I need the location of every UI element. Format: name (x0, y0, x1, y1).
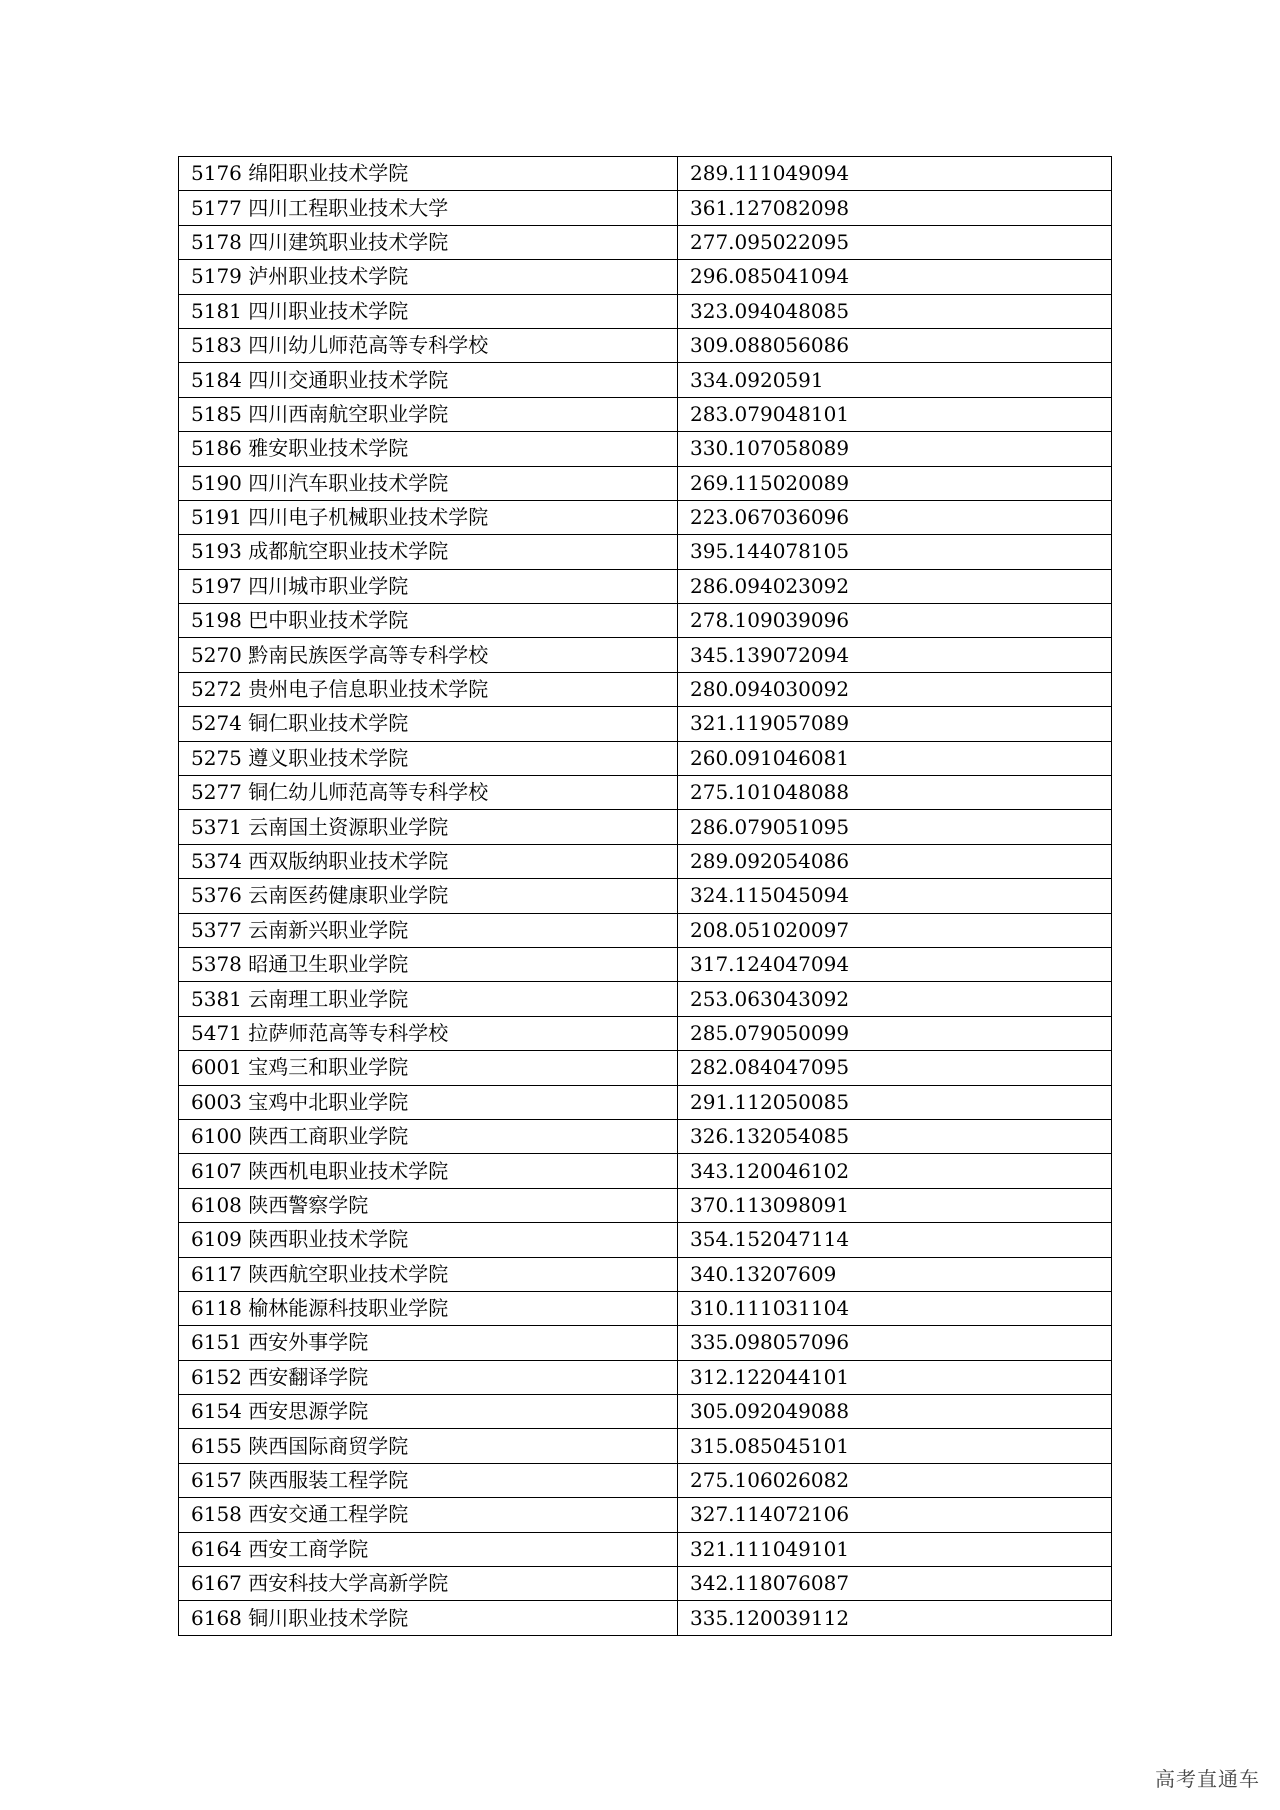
school-cell: 6157 陕西服装工程学院 (179, 1463, 678, 1497)
school-cell: 6109 陕西职业技术学院 (179, 1223, 678, 1257)
score-cell: 278.109039096 (678, 604, 1112, 638)
table-row (179, 157, 1112, 191)
table-row (179, 1291, 1112, 1325)
table-row (179, 535, 1112, 569)
score-cell: 312.122044101 (678, 1360, 1112, 1394)
school-cell: 5178 四川建筑职业技术学院 (179, 225, 678, 259)
score-cell: 395.144078105 (678, 535, 1112, 569)
school-cell: 6168 铜川职业技术学院 (179, 1601, 678, 1635)
table-row (179, 1360, 1112, 1394)
table-row (179, 1223, 1112, 1257)
school-cell: 6158 西安交通工程学院 (179, 1498, 678, 1532)
table-row (179, 1567, 1112, 1601)
score-cell: 283.079048101 (678, 397, 1112, 431)
score-cell: 323.094048085 (678, 294, 1112, 328)
table-row (179, 363, 1112, 397)
score-cell: 354.152047114 (678, 1223, 1112, 1257)
school-cell: 5376 云南医药健康职业学院 (179, 879, 678, 913)
score-cell: 309.088056086 (678, 328, 1112, 362)
table-row (179, 328, 1112, 362)
school-cell: 5181 四川职业技术学院 (179, 294, 678, 328)
school-cell: 5185 四川西南航空职业学院 (179, 397, 678, 431)
score-cell: 342.118076087 (678, 1567, 1112, 1601)
school-cell: 5272 贵州电子信息职业技术学院 (179, 672, 678, 706)
score-cell: 285.079050099 (678, 1016, 1112, 1050)
school-cell: 5275 遵义职业技术学院 (179, 741, 678, 775)
school-cell: 5186 雅安职业技术学院 (179, 432, 678, 466)
score-cell: 305.092049088 (678, 1395, 1112, 1429)
table-row (179, 1085, 1112, 1119)
score-cell: 335.120039112 (678, 1601, 1112, 1635)
table-row (179, 982, 1112, 1016)
score-cell: 269.115020089 (678, 466, 1112, 500)
table-row (179, 191, 1112, 225)
school-cell: 6117 陕西航空职业技术学院 (179, 1257, 678, 1291)
school-cell: 5190 四川汽车职业技术学院 (179, 466, 678, 500)
table-row (179, 844, 1112, 878)
school-cell: 5378 昭通卫生职业学院 (179, 947, 678, 981)
table-row (179, 1532, 1112, 1566)
school-cell: 6100 陕西工商职业学院 (179, 1119, 678, 1153)
table-row (179, 466, 1112, 500)
table-row (179, 947, 1112, 981)
table-row (179, 500, 1112, 534)
score-cell: 324.115045094 (678, 879, 1112, 913)
school-cell: 5277 铜仁幼儿师范高等专科学校 (179, 776, 678, 810)
table-row (179, 1119, 1112, 1153)
school-cell: 5183 四川幼儿师范高等专科学校 (179, 328, 678, 362)
table-body (179, 157, 1112, 1636)
school-cell: 6151 西安外事学院 (179, 1326, 678, 1360)
score-cell: 330.107058089 (678, 432, 1112, 466)
score-cell: 335.098057096 (678, 1326, 1112, 1360)
score-cell: 286.079051095 (678, 810, 1112, 844)
school-cell: 6154 西安思源学院 (179, 1395, 678, 1429)
table-row (179, 604, 1112, 638)
score-cell: 275.101048088 (678, 776, 1112, 810)
table-row (179, 294, 1112, 328)
school-cell: 6107 陕西机电职业技术学院 (179, 1154, 678, 1188)
table-row (179, 1051, 1112, 1085)
table-row (179, 1498, 1112, 1532)
school-cell: 6155 陕西国际商贸学院 (179, 1429, 678, 1463)
school-cell: 6118 榆林能源科技职业学院 (179, 1291, 678, 1325)
score-cell: 315.085045101 (678, 1429, 1112, 1463)
table-row (179, 1326, 1112, 1360)
score-cell: 345.139072094 (678, 638, 1112, 672)
score-cell: 208.051020097 (678, 913, 1112, 947)
table-row (179, 1016, 1112, 1050)
school-cell: 5176 绵阳职业技术学院 (179, 157, 678, 191)
school-cell: 6001 宝鸡三和职业学院 (179, 1051, 678, 1085)
table-row (179, 260, 1112, 294)
score-cell: 370.113098091 (678, 1188, 1112, 1222)
table-row (179, 707, 1112, 741)
table-row (179, 1463, 1112, 1497)
school-cell: 6164 西安工商学院 (179, 1532, 678, 1566)
school-cell: 5197 四川城市职业学院 (179, 569, 678, 603)
school-cell: 5274 铜仁职业技术学院 (179, 707, 678, 741)
score-cell: 327.114072106 (678, 1498, 1112, 1532)
score-cell: 280.094030092 (678, 672, 1112, 706)
table-row (179, 913, 1112, 947)
school-cell: 5198 巴中职业技术学院 (179, 604, 678, 638)
school-cell: 5371 云南国土资源职业学院 (179, 810, 678, 844)
score-cell: 334.0920591 (678, 363, 1112, 397)
score-cell: 340.13207609 (678, 1257, 1112, 1291)
school-cell: 5270 黔南民族医学高等专科学校 (179, 638, 678, 672)
table-row (179, 569, 1112, 603)
table-row (179, 1154, 1112, 1188)
score-table (178, 156, 1112, 1636)
score-cell: 260.091046081 (678, 741, 1112, 775)
score-cell: 253.063043092 (678, 982, 1112, 1016)
school-cell: 5374 西双版纳职业技术学院 (179, 844, 678, 878)
score-cell: 289.111049094 (678, 157, 1112, 191)
score-cell: 275.106026082 (678, 1463, 1112, 1497)
score-cell: 343.120046102 (678, 1154, 1112, 1188)
watermark-text: 高考直通车 (1155, 1767, 1260, 1791)
school-cell: 6003 宝鸡中北职业学院 (179, 1085, 678, 1119)
table-row (179, 1429, 1112, 1463)
table-row (179, 1188, 1112, 1222)
score-cell: 289.092054086 (678, 844, 1112, 878)
school-cell: 6108 陕西警察学院 (179, 1188, 678, 1222)
table-row (179, 810, 1112, 844)
table-row (179, 225, 1112, 259)
school-cell: 5177 四川工程职业技术大学 (179, 191, 678, 225)
score-cell: 282.084047095 (678, 1051, 1112, 1085)
table-row (179, 638, 1112, 672)
score-cell: 296.085041094 (678, 260, 1112, 294)
score-cell: 361.127082098 (678, 191, 1112, 225)
table-row (179, 1601, 1112, 1635)
table-row (179, 1395, 1112, 1429)
score-cell: 291.112050085 (678, 1085, 1112, 1119)
school-cell: 5381 云南理工职业学院 (179, 982, 678, 1016)
score-cell: 277.095022095 (678, 225, 1112, 259)
school-cell: 6167 西安科技大学高新学院 (179, 1567, 678, 1601)
score-cell: 286.094023092 (678, 569, 1112, 603)
table-row (179, 672, 1112, 706)
score-cell: 317.124047094 (678, 947, 1112, 981)
table-row (179, 432, 1112, 466)
score-cell: 326.132054085 (678, 1119, 1112, 1153)
table-row (179, 776, 1112, 810)
school-cell: 5193 成都航空职业技术学院 (179, 535, 678, 569)
table-row (179, 879, 1112, 913)
table-row (179, 1257, 1112, 1291)
school-cell: 5377 云南新兴职业学院 (179, 913, 678, 947)
school-cell: 5179 泸州职业技术学院 (179, 260, 678, 294)
table-row (179, 741, 1112, 775)
score-cell: 321.111049101 (678, 1532, 1112, 1566)
score-cell: 321.119057089 (678, 707, 1112, 741)
school-cell: 5191 四川电子机械职业技术学院 (179, 500, 678, 534)
school-cell: 6152 西安翻译学院 (179, 1360, 678, 1394)
table-row (179, 397, 1112, 431)
score-cell: 223.067036096 (678, 500, 1112, 534)
score-cell: 310.111031104 (678, 1291, 1112, 1325)
school-cell: 5184 四川交通职业技术学院 (179, 363, 678, 397)
school-cell: 5471 拉萨师范高等专科学校 (179, 1016, 678, 1050)
